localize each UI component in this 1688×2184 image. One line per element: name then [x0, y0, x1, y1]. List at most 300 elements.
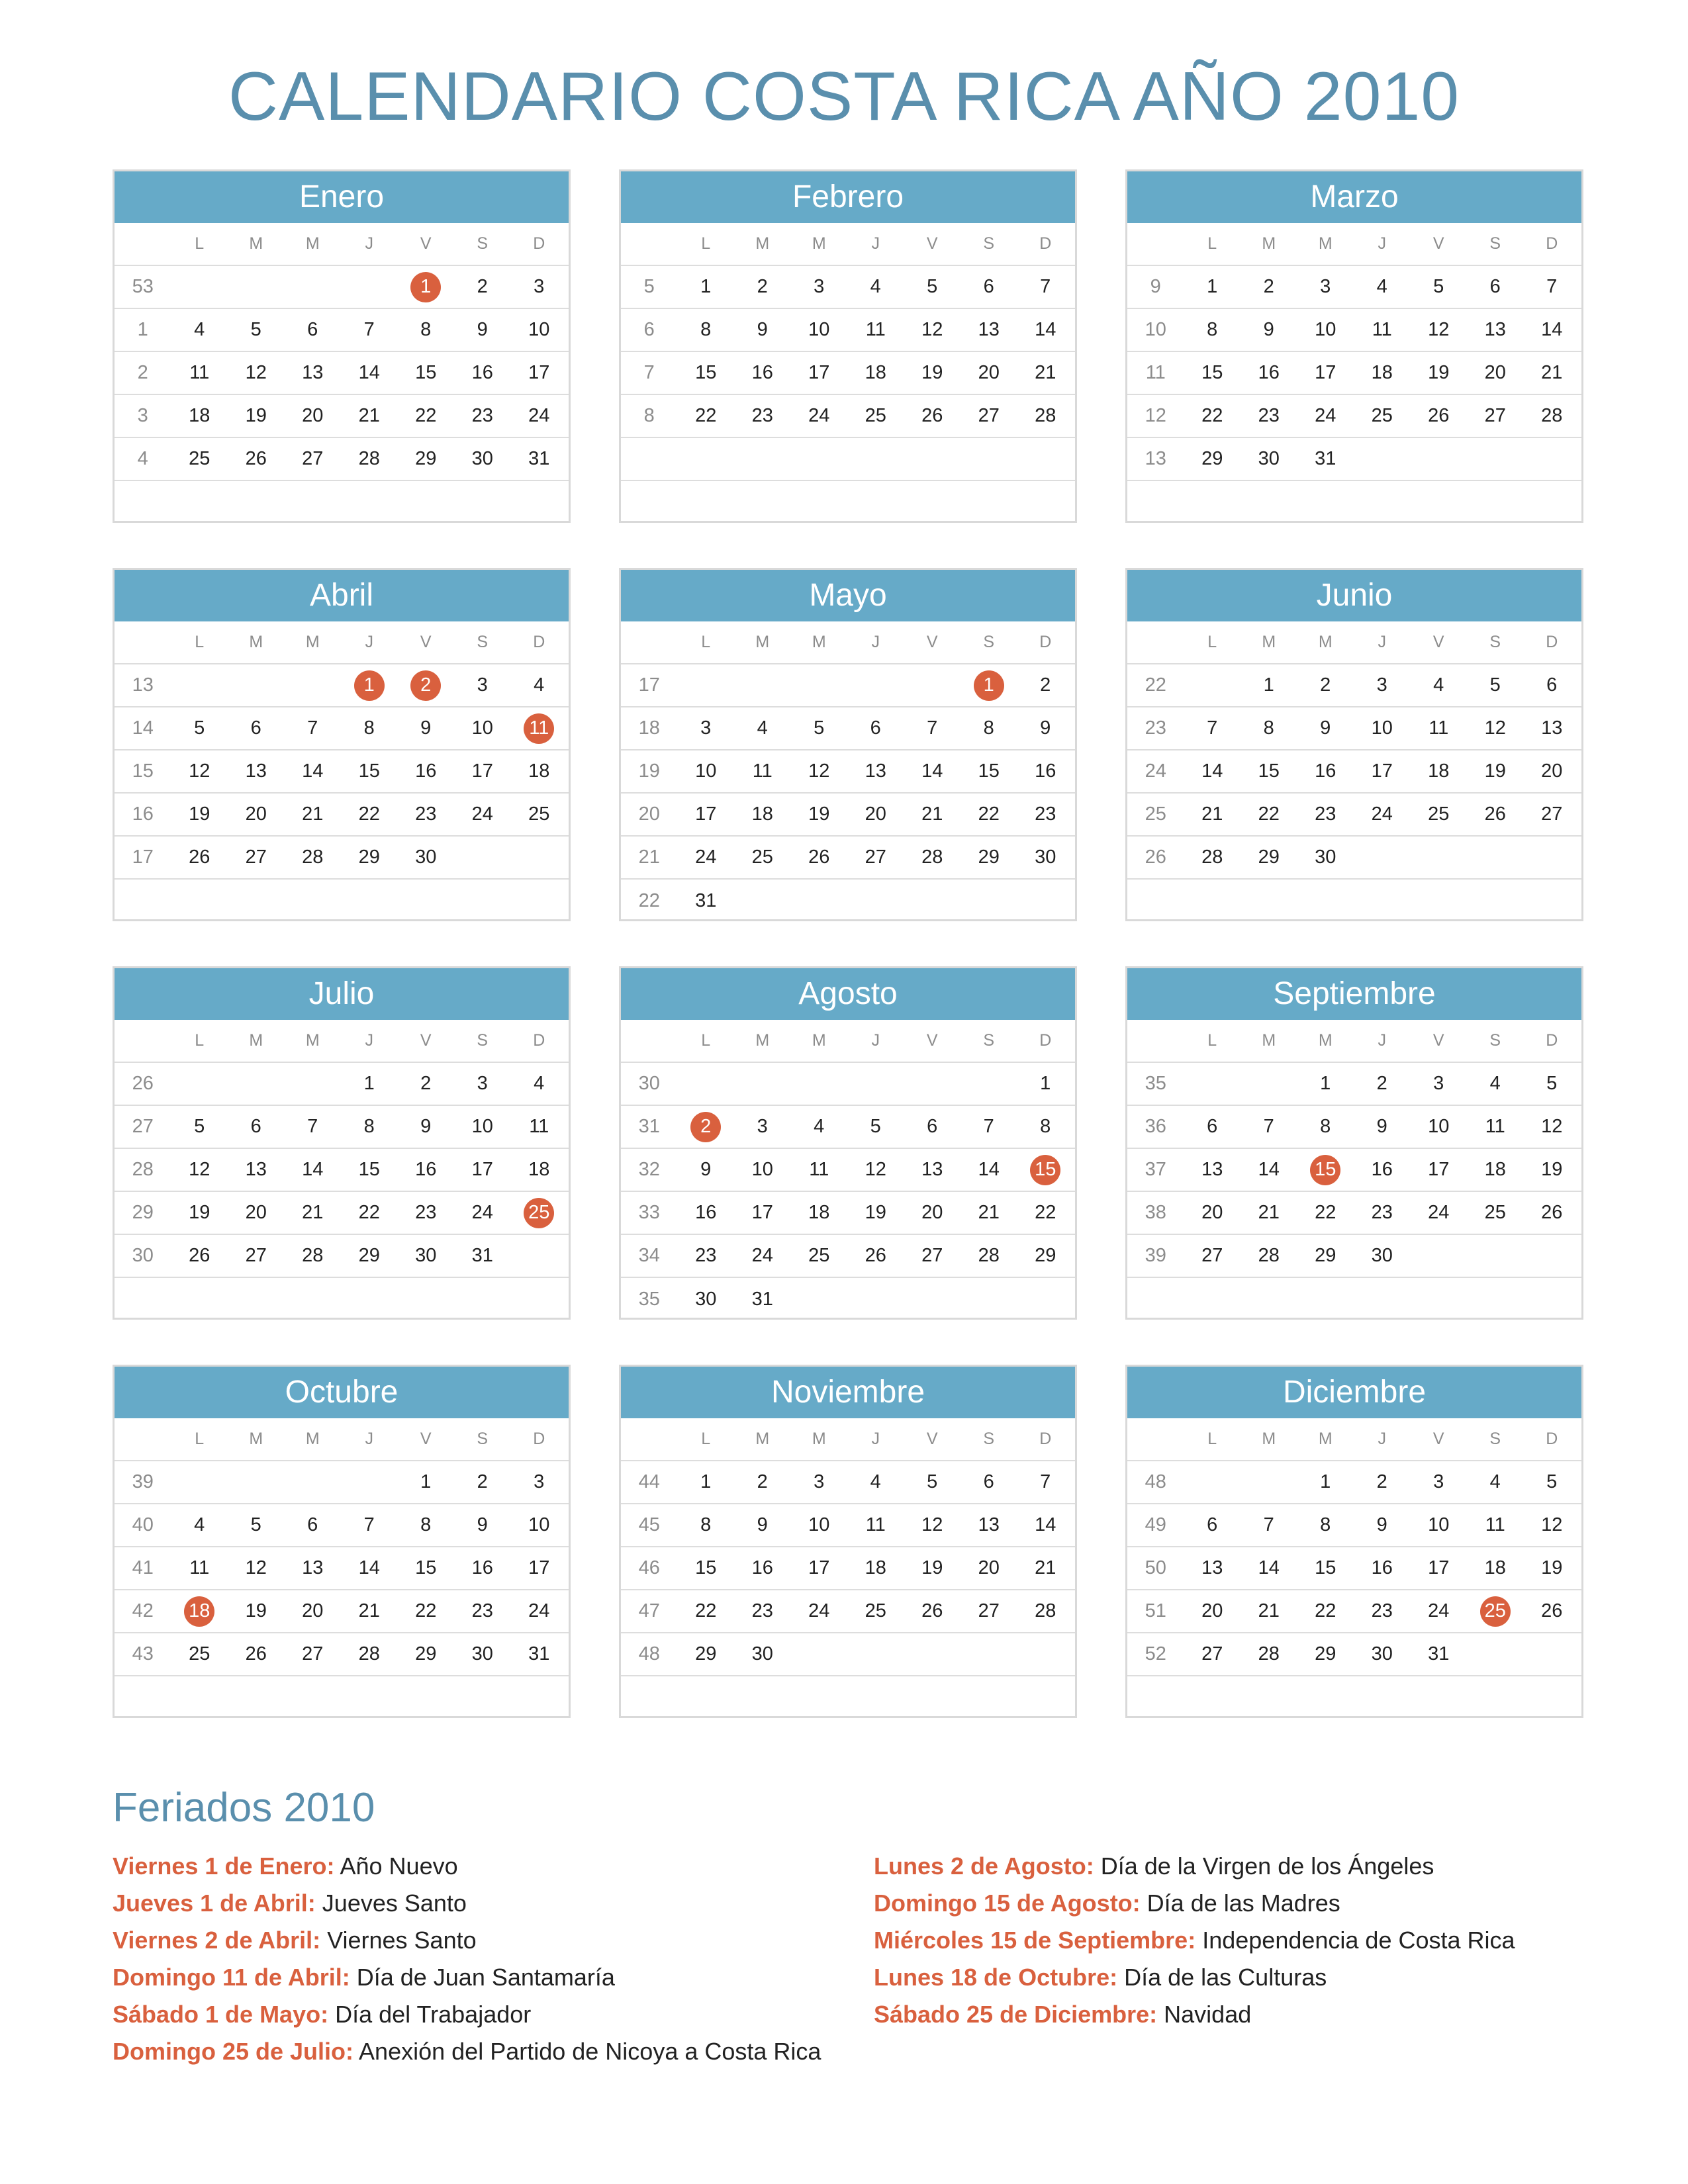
day-cell: 2 [757, 1471, 768, 1492]
day-cell: 13 [865, 760, 886, 782]
day-cell [847, 1633, 904, 1675]
week-row [115, 438, 569, 481]
week-number [621, 1676, 678, 1719]
weekday-label: M [1262, 234, 1276, 253]
week-row [621, 880, 1075, 923]
day-cell: 13 [1201, 1159, 1223, 1180]
week-number: 48 [1145, 1471, 1166, 1492]
day-cell: 2 [477, 276, 488, 297]
week-row [621, 1106, 1075, 1149]
week-number-header [115, 1418, 171, 1460]
day-cell: 21 [921, 803, 943, 825]
week-row [115, 266, 569, 309]
week-number: 7 [643, 362, 655, 383]
day-cell: 24 [695, 846, 717, 868]
week-row [1127, 1590, 1581, 1633]
week-number [115, 1676, 171, 1719]
day-cell: 24 [528, 1600, 550, 1621]
day-cell: 23 [695, 1245, 717, 1266]
week-number: 5 [643, 276, 655, 297]
day-cell: 10 [751, 1159, 773, 1180]
day-cell: 30 [1315, 846, 1336, 868]
week-row [115, 1633, 569, 1676]
holiday-item [113, 1959, 827, 1996]
day-cell: 6 [870, 717, 881, 739]
week-row [1127, 1278, 1581, 1321]
week-number-header [621, 1418, 678, 1460]
day-cell: 9 [700, 1159, 712, 1180]
day-cell: 6 [1546, 674, 1558, 696]
day-cell: 12 [1484, 717, 1506, 739]
day-cell: 20 [245, 803, 267, 825]
day-cell: 22 [695, 405, 717, 426]
holiday-item [874, 1959, 1622, 1996]
day-cell: 8 [700, 319, 712, 340]
week-number: 37 [1145, 1159, 1166, 1180]
day-cell [285, 1278, 342, 1321]
weekday-label: S [1489, 1430, 1501, 1448]
day-cell: 3 [814, 276, 825, 297]
day-cell [904, 880, 961, 923]
day-cell: 24 [1371, 803, 1393, 825]
week-number [115, 1278, 171, 1321]
day-cell: 13 [978, 319, 1000, 340]
month-noviembre [619, 1365, 1077, 1718]
day-cell [1411, 481, 1468, 524]
week-row [1127, 751, 1581, 794]
weekday-label: J [871, 1031, 880, 1050]
day-cell: 11 [529, 1116, 549, 1137]
week-number: 43 [132, 1643, 154, 1664]
day-cell [511, 1278, 568, 1321]
day-cell [398, 1278, 455, 1321]
day-cell [1524, 1235, 1581, 1277]
weekday-label: D [1546, 1031, 1558, 1050]
day-cell: 3 [1376, 674, 1387, 696]
week-number-header [115, 1020, 171, 1062]
holiday-marker: 15 [1030, 1155, 1060, 1185]
day-cell: 23 [1258, 405, 1280, 426]
day-cell: 25 [1371, 405, 1393, 426]
day-cell: 15 [358, 760, 380, 782]
day-cell: 2 [1376, 1471, 1387, 1492]
week-row [621, 1676, 1075, 1719]
day-cell: 4 [194, 319, 205, 340]
month-header: Abril [115, 570, 569, 621]
week-number [1127, 1278, 1184, 1321]
day-cell: 21 [1035, 1557, 1056, 1578]
day-cell [228, 1461, 285, 1503]
holiday-marker: 25 [524, 1198, 554, 1228]
day-cell: 22 [358, 1202, 380, 1223]
day-cell: 16 [1371, 1159, 1393, 1180]
weekday-label: S [1489, 633, 1501, 651]
day-cell: 28 [302, 1245, 324, 1266]
day-cell: 18 [865, 1557, 886, 1578]
holiday-date: Lunes 18 de Octubre: [874, 1964, 1118, 1991]
day-cell: 10 [471, 1116, 493, 1137]
week-row [621, 352, 1075, 395]
weekday-label: M [1262, 1430, 1276, 1448]
day-cell [791, 1278, 848, 1321]
week-number: 26 [132, 1073, 154, 1094]
day-cell: 26 [1484, 803, 1506, 825]
day-cell: 25 [1428, 803, 1450, 825]
holiday-marker: 25 [1480, 1596, 1511, 1627]
day-cell: 11 [1485, 1116, 1505, 1137]
day-cell: 27 [865, 846, 886, 868]
week-number: 13 [132, 674, 154, 696]
week-row [621, 1235, 1075, 1278]
day-cell [1411, 1676, 1468, 1719]
day-cell: 30 [415, 846, 437, 868]
weekday-label: M [1262, 1031, 1276, 1050]
day-cell: 22 [415, 405, 437, 426]
day-cell: 1 [700, 276, 712, 297]
day-cell [847, 1278, 904, 1321]
day-cell: 19 [921, 362, 943, 383]
day-cell [1467, 880, 1524, 923]
day-cell: 20 [978, 1557, 1000, 1578]
day-cell: 14 [1201, 760, 1223, 782]
holiday-name: Navidad [1157, 2001, 1252, 2028]
day-cell: 30 [1035, 846, 1056, 868]
day-cell: 14 [1541, 319, 1563, 340]
day-cell: 29 [1035, 1245, 1056, 1266]
day-cell: 14 [1258, 1557, 1280, 1578]
week-number [1127, 880, 1184, 923]
day-cell: 7 [983, 1116, 994, 1137]
week-number: 52 [1145, 1643, 1166, 1664]
weekday-label: D [1546, 633, 1558, 651]
day-cell: 27 [1201, 1245, 1223, 1266]
weekday-label: M [812, 633, 826, 651]
holiday-item [113, 1885, 827, 1922]
week-row [115, 1149, 569, 1192]
day-cell [1467, 481, 1524, 524]
day-cell [1184, 1063, 1241, 1105]
week-number: 26 [1145, 846, 1166, 868]
holidays-title: Feriados 2010 [113, 1785, 375, 1831]
day-cell: 29 [358, 1245, 380, 1266]
week-number: 39 [132, 1471, 154, 1492]
day-cell: 28 [1035, 405, 1056, 426]
day-cell [734, 1063, 791, 1105]
weekday-label: L [701, 234, 711, 253]
holiday-marker: 2 [690, 1112, 721, 1142]
week-number: 10 [1145, 319, 1166, 340]
day-cell: 22 [1035, 1202, 1056, 1223]
day-cell: 22 [358, 803, 380, 825]
weekday-label: M [249, 234, 263, 253]
month-header: Julio [115, 968, 569, 1020]
weekday-label: S [477, 1430, 489, 1448]
holiday-name: Día de Juan Santamaría [350, 1964, 615, 1991]
day-cell: 27 [302, 448, 324, 469]
day-cell: 24 [1315, 405, 1336, 426]
weekday-label: L [1207, 234, 1217, 253]
day-cell: 24 [1428, 1600, 1450, 1621]
day-cell [1241, 481, 1297, 524]
holidays-list-right [874, 1848, 1622, 2033]
weekday-label: M [305, 633, 320, 651]
holiday-day [171, 1590, 228, 1632]
day-cell [734, 481, 791, 524]
day-cell: 15 [415, 1557, 437, 1578]
day-cell: 28 [1258, 1245, 1280, 1266]
day-cell [791, 664, 848, 706]
day-cell [228, 880, 285, 923]
week-row [621, 1633, 1075, 1676]
day-cell [904, 1063, 961, 1105]
day-cell: 28 [1035, 1600, 1056, 1621]
day-cell [1017, 481, 1074, 524]
day-cell: 20 [865, 803, 886, 825]
week-number: 6 [643, 319, 655, 340]
weekday-label: L [195, 633, 205, 651]
weekday-label: V [926, 1430, 938, 1448]
weekday-label: J [871, 1430, 880, 1448]
day-cell [285, 880, 342, 923]
week-number: 25 [1145, 803, 1166, 825]
day-cell: 14 [302, 760, 324, 782]
weekday-label: M [305, 1430, 320, 1448]
week-number: 22 [1145, 674, 1166, 696]
weekday-label: M [1318, 1031, 1333, 1050]
day-cell: 22 [978, 803, 1000, 825]
weekday-label: D [1039, 1031, 1052, 1050]
weekday-header-row [1127, 1418, 1581, 1461]
weekday-label: L [701, 1031, 711, 1050]
weekday-label: V [420, 633, 432, 651]
day-cell: 22 [1258, 803, 1280, 825]
day-cell: 12 [245, 1557, 267, 1578]
week-number: 22 [638, 890, 660, 911]
day-cell: 5 [1546, 1471, 1558, 1492]
day-cell [1354, 837, 1411, 878]
weekday-label: M [1262, 633, 1276, 651]
day-cell: 3 [1320, 276, 1331, 297]
day-cell [1241, 1278, 1297, 1321]
day-cell: 25 [751, 846, 773, 868]
week-row [1127, 1504, 1581, 1547]
day-cell: 19 [245, 405, 267, 426]
month-header: Febrero [621, 171, 1075, 223]
day-cell: 16 [1035, 760, 1056, 782]
weekday-label: V [926, 234, 938, 253]
day-cell: 3 [700, 717, 712, 739]
month-header: Mayo [621, 570, 1075, 621]
day-cell: 25 [865, 1600, 886, 1621]
week-row [621, 1461, 1075, 1504]
holiday-name: Viernes Santo [320, 1927, 477, 1954]
week-number: 41 [132, 1557, 154, 1578]
day-cell: 23 [1035, 803, 1056, 825]
week-number: 15 [132, 760, 154, 782]
day-cell: 7 [363, 319, 375, 340]
week-number-header [621, 621, 678, 663]
holiday-date: Domingo 11 de Abril: [113, 1964, 350, 1991]
day-cell: 10 [471, 717, 493, 739]
week-row [621, 438, 1075, 481]
day-cell: 5 [250, 1514, 261, 1535]
day-cell: 29 [1258, 846, 1280, 868]
week-number: 46 [638, 1557, 660, 1578]
weekday-label: V [926, 633, 938, 651]
weekday-label: D [1039, 1430, 1052, 1448]
day-cell: 4 [1489, 1471, 1501, 1492]
weekday-label: J [365, 234, 373, 253]
day-cell: 16 [415, 1159, 437, 1180]
day-cell: 21 [1035, 362, 1056, 383]
day-cell: 31 [528, 1643, 550, 1664]
weekday-label: J [1378, 1430, 1386, 1448]
holiday-day [511, 707, 568, 749]
day-cell: 29 [1201, 448, 1223, 469]
weekday-header-row [621, 1418, 1075, 1461]
week-row [115, 664, 569, 707]
weekday-label: M [305, 234, 320, 253]
day-cell [791, 1633, 848, 1675]
day-cell: 5 [870, 1116, 881, 1137]
week-number: 9 [1150, 276, 1161, 297]
day-cell: 3 [1433, 1471, 1444, 1492]
day-cell: 10 [528, 319, 550, 340]
day-cell: 4 [1433, 674, 1444, 696]
day-cell: 20 [978, 362, 1000, 383]
day-cell: 17 [1428, 1159, 1450, 1180]
day-cell: 4 [1489, 1073, 1501, 1094]
day-cell [171, 1063, 228, 1105]
month-diciembre [1125, 1365, 1583, 1718]
day-cell: 17 [1371, 760, 1393, 782]
day-cell [847, 481, 904, 524]
holiday-day [678, 1106, 735, 1148]
holiday-item [113, 1996, 827, 2033]
day-cell: 23 [471, 1600, 493, 1621]
holiday-day [398, 664, 455, 706]
day-cell [1017, 880, 1074, 923]
weekday-header-row [115, 1418, 569, 1461]
month-header: Septiembre [1127, 968, 1581, 1020]
day-cell [1524, 1633, 1581, 1675]
day-cell [734, 438, 791, 480]
day-cell [1411, 837, 1468, 878]
day-cell: 14 [978, 1159, 1000, 1180]
holiday-name: Año Nuevo [334, 1852, 458, 1880]
holiday-date: Domingo 15 de Agosto: [874, 1889, 1141, 1917]
day-cell: 2 [1320, 674, 1331, 696]
week-row [115, 395, 569, 438]
day-cell: 8 [1320, 1116, 1331, 1137]
week-row [1127, 1235, 1581, 1278]
week-row [1127, 794, 1581, 837]
day-cell [1017, 1278, 1074, 1321]
day-cell: 11 [1429, 717, 1449, 739]
week-number [115, 481, 171, 524]
holidays-list-left [113, 1848, 827, 2070]
day-cell: 8 [420, 1514, 432, 1535]
day-cell: 9 [477, 319, 488, 340]
day-cell: 31 [751, 1289, 773, 1310]
weekday-label: L [701, 1430, 711, 1448]
weekday-label: D [533, 1031, 545, 1050]
day-cell: 24 [808, 1600, 830, 1621]
day-cell: 16 [471, 1557, 493, 1578]
day-cell [961, 880, 1017, 923]
day-cell: 3 [534, 1471, 545, 1492]
day-cell: 24 [751, 1245, 773, 1266]
day-cell [1184, 664, 1241, 706]
day-cell [511, 837, 568, 878]
day-cell [171, 266, 228, 308]
week-number: 30 [638, 1073, 660, 1094]
day-cell: 19 [189, 803, 211, 825]
day-cell: 9 [477, 1514, 488, 1535]
day-cell: 13 [245, 760, 267, 782]
week-row [115, 707, 569, 751]
weekday-label: J [1378, 1031, 1386, 1050]
weekday-header-row [621, 1020, 1075, 1063]
day-cell: 27 [302, 1643, 324, 1664]
week-number: 35 [638, 1289, 660, 1310]
day-cell: 26 [189, 846, 211, 868]
day-cell: 7 [363, 1514, 375, 1535]
day-cell [398, 1676, 455, 1719]
day-cell: 6 [1489, 276, 1501, 297]
day-cell: 19 [865, 1202, 886, 1223]
day-cell: 20 [302, 1600, 324, 1621]
day-cell: 19 [245, 1600, 267, 1621]
day-cell: 16 [1371, 1557, 1393, 1578]
day-cell: 4 [870, 276, 881, 297]
day-cell: 23 [1315, 803, 1336, 825]
day-cell: 9 [420, 1116, 432, 1137]
month-junio [1125, 568, 1583, 921]
day-cell: 9 [757, 319, 768, 340]
week-row [115, 1461, 569, 1504]
day-cell: 5 [194, 717, 205, 739]
day-cell: 2 [1263, 276, 1274, 297]
day-cell [961, 1676, 1017, 1719]
day-cell: 7 [1263, 1514, 1274, 1535]
weekday-header-row [115, 223, 569, 266]
day-cell [285, 266, 342, 308]
day-cell: 3 [1433, 1073, 1444, 1094]
day-cell [961, 1063, 1017, 1105]
day-cell: 11 [1372, 319, 1392, 340]
day-cell: 31 [695, 890, 717, 911]
weekday-label: L [1207, 633, 1217, 651]
weekday-label: L [195, 1430, 205, 1448]
week-number: 2 [137, 362, 148, 383]
day-cell [961, 438, 1017, 480]
day-cell: 4 [194, 1514, 205, 1535]
day-cell [1297, 481, 1354, 524]
day-cell: 3 [814, 1471, 825, 1492]
day-cell: 30 [695, 1289, 717, 1310]
week-row [115, 1547, 569, 1590]
week-number [1127, 481, 1184, 524]
day-cell [678, 664, 735, 706]
week-row [621, 1590, 1075, 1633]
day-cell: 25 [808, 1245, 830, 1266]
day-cell [847, 664, 904, 706]
day-cell: 30 [471, 1643, 493, 1664]
day-cell: 8 [363, 1116, 375, 1137]
day-cell: 28 [1201, 846, 1223, 868]
day-cell: 5 [927, 276, 938, 297]
